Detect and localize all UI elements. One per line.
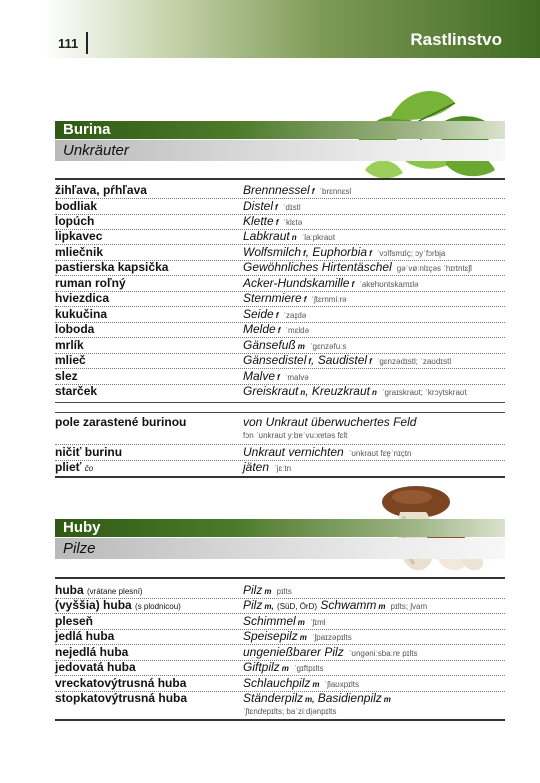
- section-subtitle-burina: Unkräuter: [55, 140, 505, 161]
- table-row: starček Greiskraut n, Kreuzkraut n ˈɡraɪskraʊt; ˈkrɔytskraʊt: [55, 384, 467, 398]
- phrase-row: ničiť burinu Unkraut vernichten ˈʊnkraʊt fɛɐ̯ˈnɪçtn: [55, 445, 505, 461]
- page-number: 111: [58, 36, 79, 51]
- section-rule-mid2: [55, 412, 505, 413]
- section-rule-top: [55, 577, 505, 579]
- section-rule-top: [55, 178, 505, 180]
- page-divider: [86, 32, 88, 54]
- table-row: nejedlá huba ungenießbarer Pilz ˈʊnɡəniːsbaːrɐ pɪlts: [55, 645, 505, 661]
- table-row: loboda Melde f ˈmɛldə: [55, 322, 505, 338]
- section-subtitle-huby: Pilze: [55, 538, 505, 559]
- table-row: lopúch Klette f ˈklɛtə: [55, 214, 505, 230]
- section-title-burina: Burina: [55, 121, 505, 139]
- section-rule-bottom: [55, 719, 505, 721]
- table-row: bodliak Distel f ˈdɪstl: [55, 199, 505, 215]
- table-row: jedovatá huba Giftpilz m ˈɡɪftpɪlts: [55, 660, 505, 676]
- table-row: mliečnik Wolfsmilch f, Euphorbia f ˈvɔlfsmɪlç; ɔyˈfɔrbi̯a: [55, 245, 505, 261]
- table-row: stopkatovýtrusná huba Ständerpilz m, Basidienpilz m ˈʃtɛndɐpɪlts; baˈziːdi̯ənpɪlts: [55, 691, 391, 716]
- section-rule-bottom: [55, 476, 505, 478]
- table-row: huba (vrátane plesní) Pilz m pɪlts: [55, 583, 505, 599]
- table-row: kukučina Seide f ˈzaɪ̯də: [55, 307, 505, 323]
- table-row: lipkavec Labkraut n ˈlaːpkraʊt: [55, 229, 505, 245]
- table-row: vreckatovýtrusná huba Schlauchpilz m ˈʃlaʊxpɪlts: [55, 676, 505, 692]
- phrase-row: pole zarastené burinou von Unkraut überwuchertes Feld fɔn ˈʊnkraʊt yːbɐˈvuːxɐtəs fɛlt: [55, 415, 505, 445]
- section-rule-mid: [55, 402, 505, 403]
- chapter-title: Rastlinstvo: [410, 30, 502, 49]
- table-row: mrlík Gänsefuß m ˈɡɛnzəfuːs: [55, 338, 505, 354]
- table-row: ruman roľný Acker-Hundskamille f ˈakɐhʊntskamɪlə: [55, 276, 505, 292]
- table-row: pleseň Schimmel m ˈʃɪml: [55, 614, 505, 630]
- table-row: pastierska kapsička Gewöhnliches Hirtentäschel ɡəˈvøːnlɪçəs ˈhɪrtntɛʃl: [55, 260, 505, 276]
- table-row: mlieč Gänsedistel f, Saudistel f ˈɡɛnzədɪstl; ˈzaʊdɪstl: [55, 353, 505, 369]
- phrase-row: plieť čo jäten ˈjɛːtn: [55, 460, 292, 474]
- table-row: slez Malve f ˈmalvə: [55, 369, 505, 385]
- table-row: (vyššia) huba (s plodnicou) Pilz m, (SüD, ÖrD) Schwamm m pɪlts; ʃvam: [55, 598, 505, 614]
- table-row: jedlá huba Speisepilz m ˈʃpaɪzəpɪlts: [55, 629, 505, 645]
- table-row: hviezdica Sternmiere f ˈʃtɛrnmiːrə: [55, 291, 505, 307]
- section-title-huby: Huby: [55, 519, 505, 537]
- table-row: žihľava, pŕhľava Brennnessel f ˈbrɛnnɛsl: [55, 183, 505, 199]
